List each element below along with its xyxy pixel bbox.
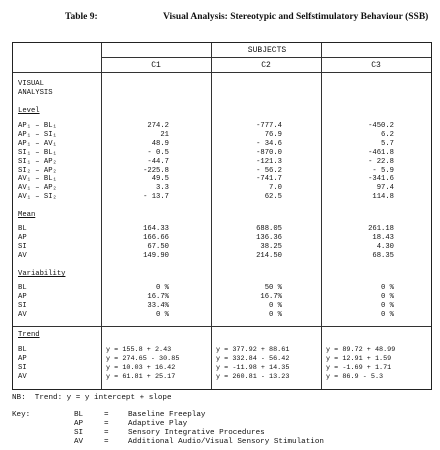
column-header-c3: C3 (371, 61, 381, 70)
trend-values-c2: y = 377.92 + 88.61 y = 332.84 - 56.42 y = -11.98 + 14.35 y = 260.81 - 13.23 (216, 346, 290, 381)
row-header: VISUAL ANALYSIS (18, 80, 53, 97)
table-title: Visual Analysis: Stereotypic and Selfstimulatory Behaviour (SSB) (163, 12, 429, 22)
trend-section-title: Trend (18, 331, 40, 339)
mean-values-c3: 261.18 18.43 4.30 68.35 (368, 225, 394, 260)
trend-values-c3: y = 89.72 + 48.99 y = 12.91 + 1.59 y = -1.69 + 1.71 y = 86.9 - 5.3 (326, 346, 396, 381)
mean-values-c2: 688.05 136.36 38.25 214.50 (256, 225, 282, 260)
trend-divider (13, 326, 431, 327)
key-equals: = (104, 420, 109, 428)
variability-row-labels: BL AP SI AV (18, 284, 27, 319)
variability-values-c1: 0 % 16.7% 33.4% 0 % (147, 284, 169, 319)
key-equals: = (104, 429, 109, 437)
level-values-c2: -777.4 76.9 - 34.6 -870.0 -121.3 - 56.2 -741.7 7.0 62.5 (256, 122, 282, 202)
column-divider (101, 43, 102, 389)
key-equals: = (104, 438, 109, 446)
table-number: Table 9: (65, 12, 98, 22)
key-abbr-bl: BL (74, 411, 84, 419)
mean-section-title: Mean (18, 211, 36, 219)
key-abbr-ap: AP (74, 420, 84, 428)
key-desc-bl: Baseline Freeplay (128, 411, 206, 419)
level-values-c3: -450.2 6.2 5.7 -461.8 - 22.8 - 5.9 -341.6 97.4 114.8 (368, 122, 394, 202)
column-divider (211, 43, 212, 389)
header-rule (101, 57, 431, 58)
key-desc-ap: Adaptive Play (128, 420, 188, 428)
variability-values-c3: 0 % 0 % 0 % 0 % (381, 284, 394, 319)
variability-values-c2: 50 % 16.7% 0 % 0 % (260, 284, 282, 319)
level-row-labels: AP₁ – BL₁ AP₁ – SI₁ AP₁ – AV₁ SI₁ – BL₁ SI₁ – AP₂ SI₂ – AP₂ AV₁ – BL₁ AV₁ – AP₂ AV₁ – SI₂ (18, 122, 57, 202)
key-label: Key: (12, 411, 31, 419)
results-table (12, 42, 432, 390)
column-header-c2: C2 (261, 61, 271, 70)
key-equals: = (104, 411, 109, 419)
key-abbr-av: AV (74, 438, 84, 446)
column-header-c1: C1 (151, 61, 161, 70)
key-desc-av: Additional Audio/Visual Sensory Stimulation (128, 438, 324, 446)
level-values-c1: 274.2 21 48.9 - 0.5 -44.7 -225.8 49.5 3.3 - 13.7 (143, 122, 169, 202)
variability-section-title: Variability (18, 270, 66, 278)
trend-row-labels: BL AP SI AV (18, 346, 27, 381)
trend-note: NB: Trend: y = y intercept + slope (12, 394, 172, 402)
key-abbr-si: SI (74, 429, 84, 437)
subjects-header: SUBJECTS (247, 46, 287, 55)
mean-values-c1: 164.33 166.66 67.50 149.90 (143, 225, 169, 260)
column-divider (321, 43, 322, 389)
trend-values-c1: y = 155.8 + 2.43 y = 274.65 - 30.85 y = 10.03 + 16.42 y = 61.81 + 25.17 (106, 346, 180, 381)
mean-row-labels: BL AP SI AV (18, 225, 27, 260)
key-desc-si: Sensory Integrative Procedures (128, 429, 265, 437)
level-section-title: Level (18, 107, 40, 115)
header-rule (13, 72, 431, 73)
